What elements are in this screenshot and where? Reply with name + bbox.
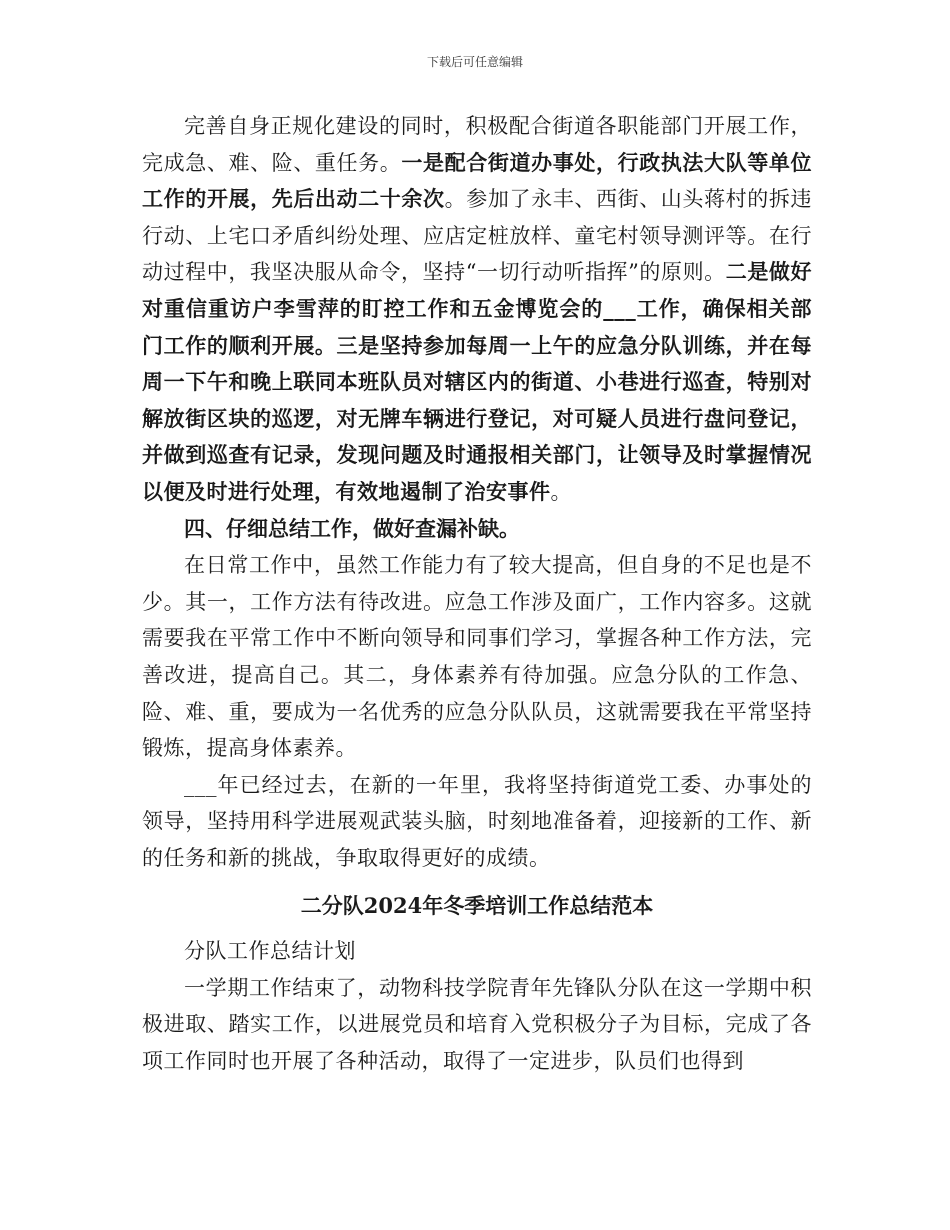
- paragraph-shortcomings: 在日常工作中，虽然工作能力有了较大提高，但自身的不足也是不少。其一，工作方法有待改进。应急工作涉及面广，工作内容多。这就需要我在平常工作中不断向领导和同事们学习，掌握各种工作方法，完善改进，提高自己。其二，身体素养有待加强。应急分队的工作急、险、难、重，要成为一名优秀的应急分队队员，这就需要我在平常坚持锻炼，提高身体素养。: [142, 553, 812, 761]
- text-normal: 。参加了永丰、西街、山头蒋村的拆违行动、上宅口矛盾纠纷处理、应店定桩放样、童宅村领导测评等。在行动过程中，我坚决服从命令，坚持“一切行动听指挥”的原则。: [142, 187, 813, 285]
- paragraph-semester-summary: 一学期工作结束了，动物科技学院青年先锋队分队在这一学期中积极进取、踏实工作，以进展党员和培育入党积极分子为目标，完成了各项工作同时也开展了各种活动，取得了一定进步，队员们也得到: [142, 975, 812, 1073]
- text-bold: 二是做好对重信重访户李雪萍的盯控工作和五金博览会的___工作，确保相关部门工作的顺利开展。三是坚持参加每周一上午的应急分队训练，并在每周一下午和晚上联同本班队员对辖区内的街道、小巷进行巡查，特别对解放街区块的巡逻，对无牌车辆进行登记，对可疑人员进行盘问登记，并做到巡查有记录，发现问题及时通报相关部门，让领导及时掌握情况以便及时进行处理，有效地遏制了治安事件: [142, 259, 812, 504]
- paragraph-work-coordination: [142, 108, 812, 511]
- subtitle-line: 分队工作总结计划: [184, 939, 356, 964]
- text-normal: 完善自身正规化建设的同时，积极配合街道各职能部门开展工作，完成急、难、险、重任务。: [142, 114, 812, 175]
- page-header: 下载后可任意编辑: [426, 55, 523, 69]
- section-heading: 四、仔细总结工作，做好查漏补缺。: [184, 515, 520, 541]
- paragraph-outlook: ___年已经过去，在新的一年里，我将坚持街道党工委、办事处的领导，坚持用科学进展观武装头脑，时刻地准备着，迎接新的工作、新的任务和新的挑战，争取取得更好的成绩。: [142, 772, 812, 870]
- text-bold: 一是配合街道办事处，行政执法大队等单位工作的开展，先后出动二十余次: [142, 149, 813, 212]
- document-body: [142, 108, 812, 1079]
- text-normal: 。: [550, 479, 572, 504]
- document-title: 二分队2024年冬季培训工作总结范本: [300, 893, 654, 919]
